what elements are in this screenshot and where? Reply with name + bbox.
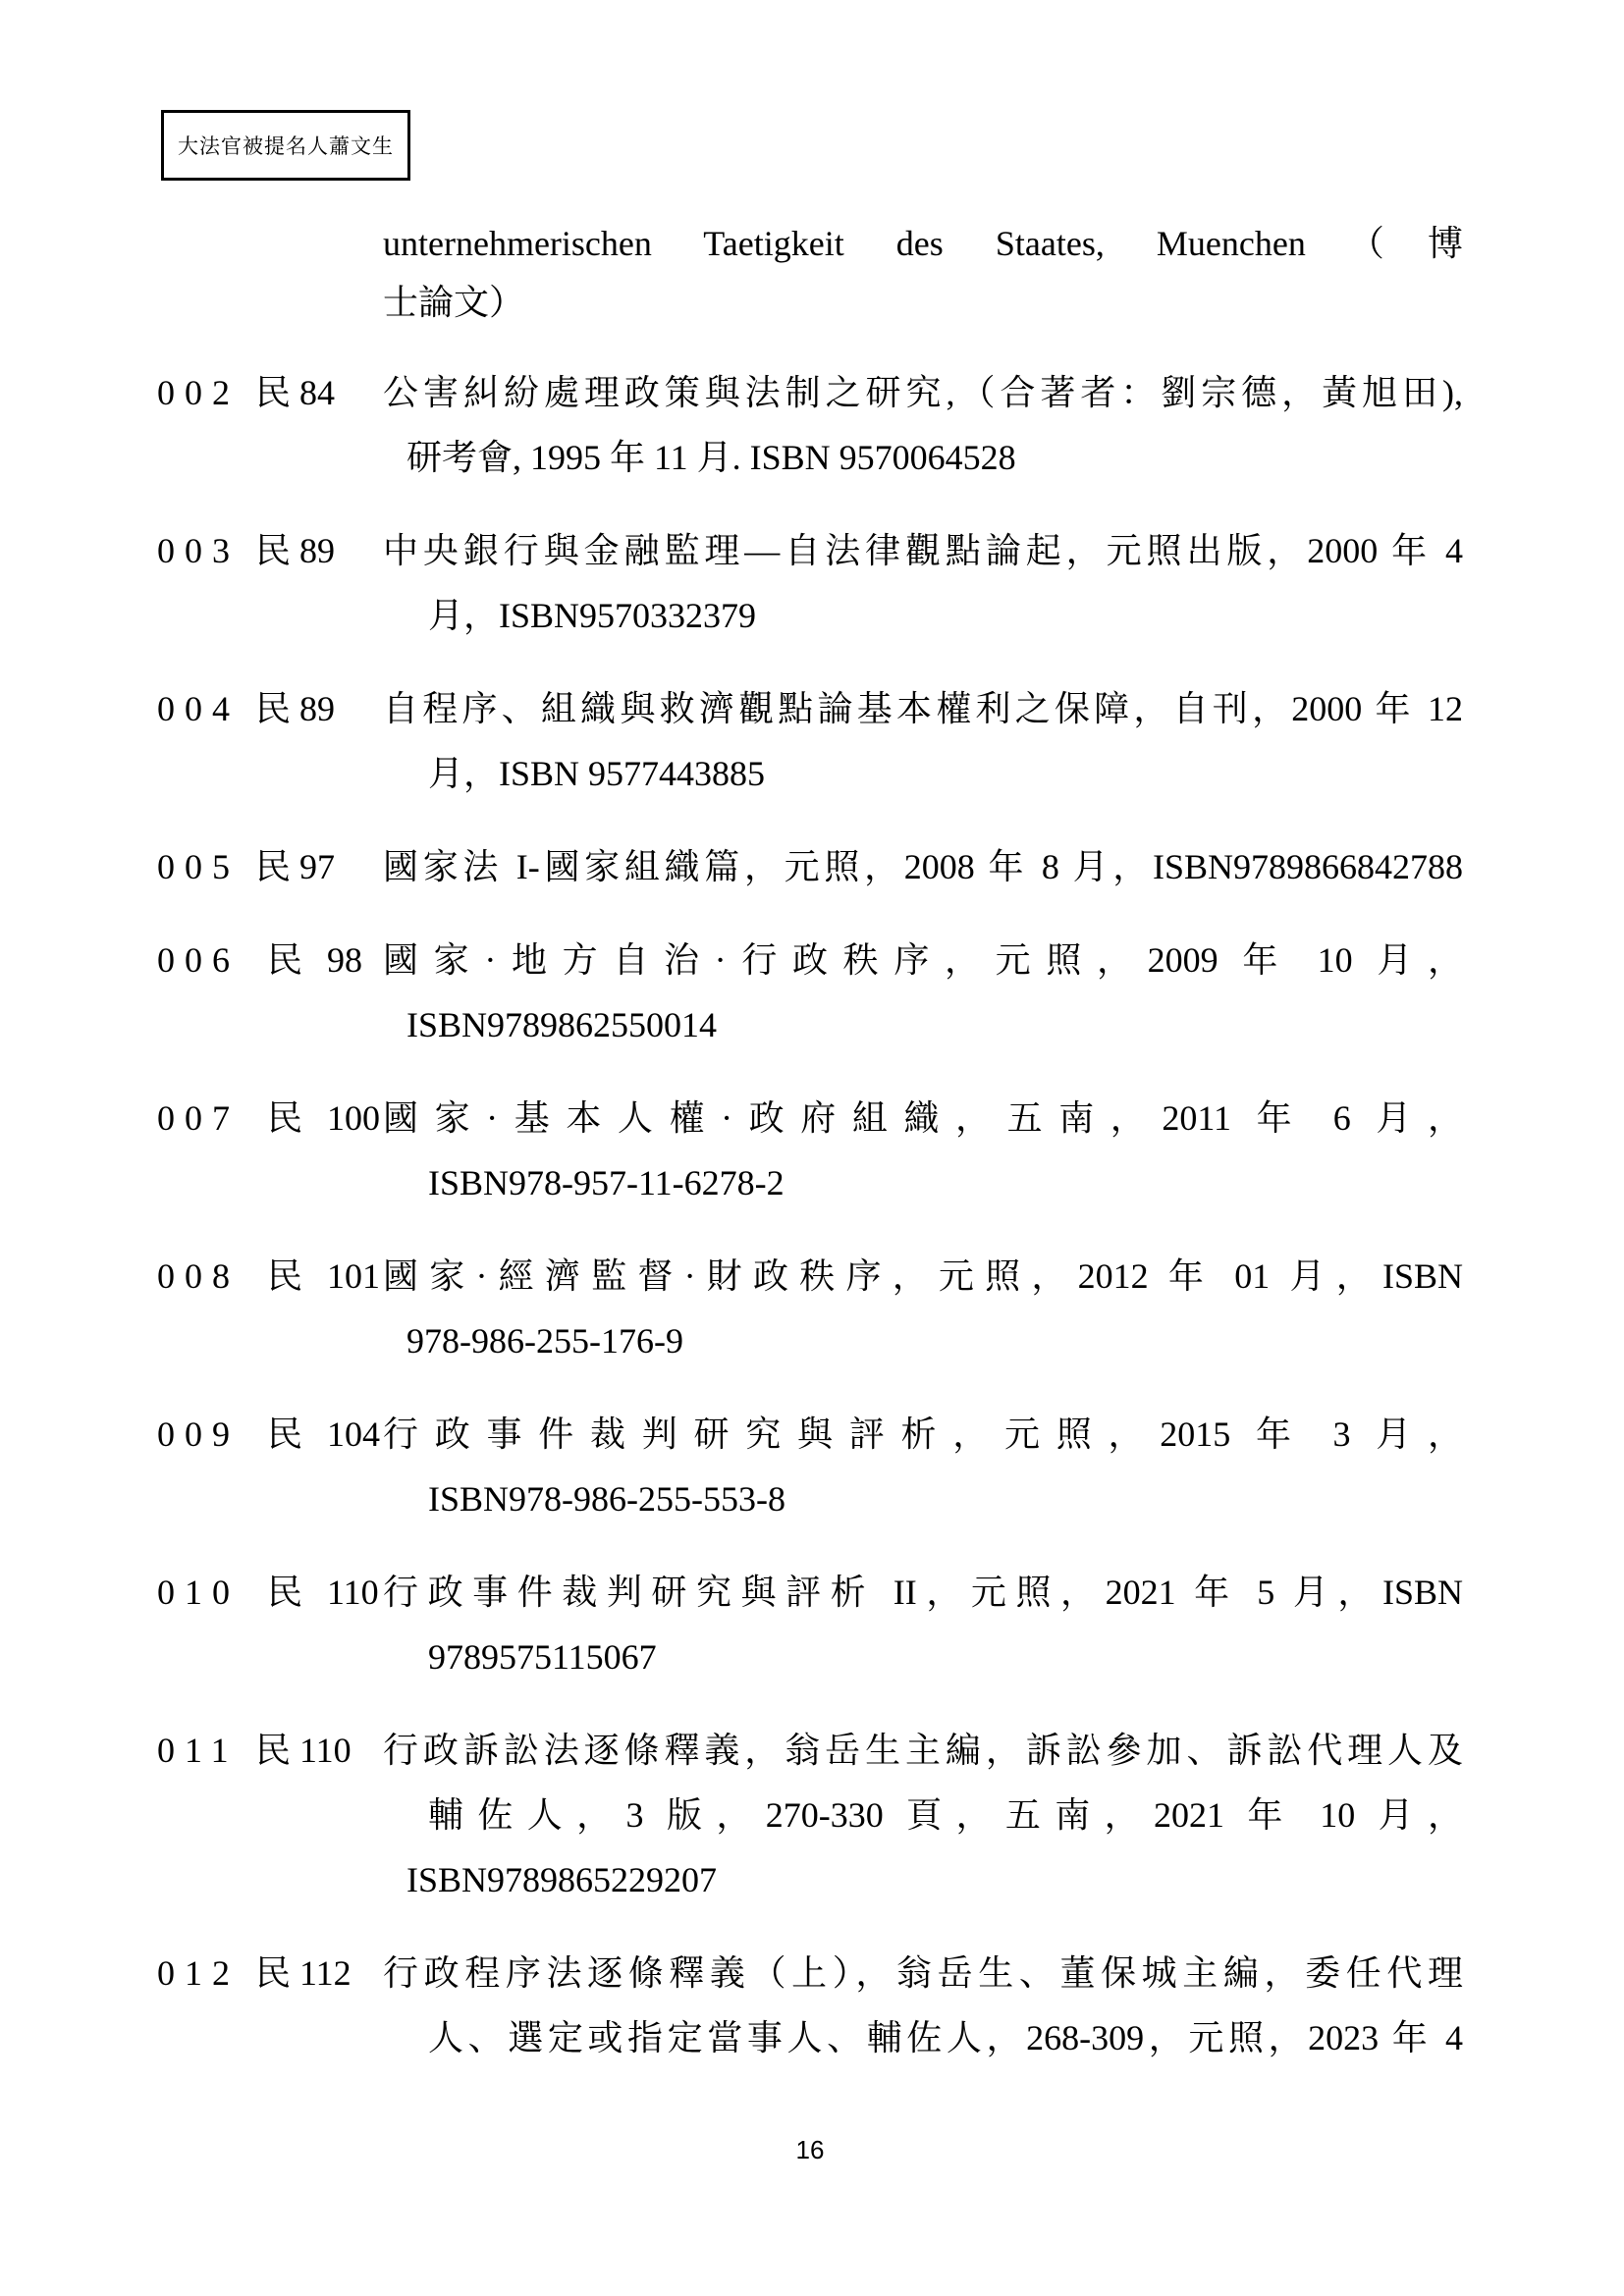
entry-line: 行政事件裁判研究與評析 II，元照，2021 年 5 月，ISBN bbox=[383, 1573, 1463, 1612]
entry-body bbox=[383, 1244, 1463, 1373]
entry-number: 008 bbox=[157, 1256, 240, 1296]
list-entry bbox=[157, 928, 1463, 1057]
list-entry bbox=[157, 1244, 1463, 1373]
entry-head bbox=[157, 360, 383, 490]
entry-head bbox=[157, 1560, 383, 1689]
entry-era: 民 100 bbox=[267, 1098, 381, 1138]
nominee-stamp-label: 大法官被提名人蕭文生 bbox=[178, 134, 394, 158]
entry-era: 民 84 bbox=[255, 373, 336, 412]
entry-line: 行政程序法逐條釋義（上），翁岳生、董保城主編，委任代理 bbox=[383, 1953, 1463, 1993]
entry-head bbox=[157, 834, 383, 899]
nominee-stamp bbox=[161, 110, 410, 181]
list-entry bbox=[157, 518, 1463, 648]
entry-number: 004 bbox=[157, 689, 240, 728]
entry-era: 民 101 bbox=[267, 1256, 381, 1296]
entry-line: 978-986-255-176-9 bbox=[406, 1321, 683, 1361]
entry-number: 006 bbox=[157, 940, 240, 980]
list-entry bbox=[157, 1718, 1463, 1912]
entry-head bbox=[157, 928, 383, 1057]
entry-era: 民 112 bbox=[255, 1953, 352, 1993]
entry-line: 研考會, 1995 年 11 月. ISBN 9570064528 bbox=[406, 438, 1016, 477]
entry-body bbox=[383, 1560, 1463, 1689]
list-entry bbox=[157, 1941, 1463, 2070]
entry-line: ISBN9789862550014 bbox=[406, 1005, 718, 1044]
intro-line: 士論文） bbox=[383, 283, 525, 322]
entry-number: 009 bbox=[157, 1415, 240, 1454]
entry-line: 月，ISBN 9577443885 bbox=[428, 754, 766, 793]
intro-line: unternehmerischen Taetigkeit des Staates, Muenchen（博 bbox=[383, 224, 1463, 263]
entry-line: 國家法 I-國家組織篇，元照，2008 年 8 月，ISBN9789866842788 bbox=[383, 847, 1463, 886]
entry-body bbox=[383, 1086, 1463, 1215]
intro-paragraph bbox=[383, 214, 1463, 332]
entry-body bbox=[383, 1718, 1463, 1912]
entry-body bbox=[383, 676, 1463, 806]
entry-line: ISBN9789865229207 bbox=[406, 1860, 718, 1899]
entry-number: 012 bbox=[157, 1953, 240, 1993]
list-entry bbox=[157, 1086, 1463, 1215]
entry-era: 民 104 bbox=[267, 1415, 381, 1454]
entry-line: 公害糾紛處理政策與法制之研究,（合著者：劉宗德，黃旭田), bbox=[383, 373, 1463, 412]
entry-head bbox=[157, 1086, 383, 1215]
entry-line: 月，ISBN9570332379 bbox=[428, 596, 757, 635]
entry-line: 國家·經濟監督·財政秩序，元照，2012 年 01 月，ISBN bbox=[383, 1256, 1463, 1296]
entry-body bbox=[383, 928, 1463, 1057]
entry-line: 行政事件裁判研究與評析，元照，2015 年 3 月， bbox=[383, 1415, 1463, 1454]
entry-head bbox=[157, 1244, 383, 1373]
page-number: 16 bbox=[795, 2135, 825, 2164]
list-entry bbox=[157, 1402, 1463, 1531]
entry-body bbox=[383, 1402, 1463, 1531]
publication-list bbox=[157, 360, 1463, 2070]
entry-line: 行政訴訟法逐條釋義，翁岳生主編，訴訟參加、訴訟代理人及 bbox=[383, 1731, 1463, 1770]
list-entry bbox=[157, 834, 1463, 899]
entry-number: 007 bbox=[157, 1098, 240, 1138]
entry-body bbox=[383, 834, 1463, 899]
entry-line: ISBN978-957-11-6278-2 bbox=[428, 1163, 785, 1202]
entry-head bbox=[157, 518, 383, 648]
entry-line: ISBN978-986-255-553-8 bbox=[428, 1479, 785, 1519]
entry-line: 自程序、組織與救濟觀點論基本權利之保障，自刊，2000 年 12 bbox=[383, 689, 1463, 728]
entry-line: 國家·基本人權·政府組織，五南，2011 年 6 月， bbox=[383, 1098, 1463, 1138]
entry-head bbox=[157, 676, 383, 806]
entry-number: 003 bbox=[157, 531, 240, 570]
list-entry bbox=[157, 360, 1463, 490]
entry-head bbox=[157, 1402, 383, 1531]
entry-head bbox=[157, 1941, 383, 2070]
entry-era: 民 89 bbox=[255, 531, 336, 570]
entry-line: 人、選定或指定當事人、輔佐人，268-309，元照，2023 年 4 bbox=[428, 2018, 1463, 2057]
entry-line: 中央銀行與金融監理—自法律觀點論起，元照出版，2000 年 4 bbox=[383, 531, 1463, 570]
entry-line: 9789575115067 bbox=[428, 1637, 657, 1677]
entry-body bbox=[383, 360, 1463, 490]
entry-number: 002 bbox=[157, 373, 240, 412]
entry-number: 005 bbox=[157, 847, 240, 886]
entry-number: 010 bbox=[157, 1573, 240, 1612]
entry-era: 民 110 bbox=[255, 1731, 352, 1770]
entry-head bbox=[157, 1718, 383, 1912]
entry-era: 民 98 bbox=[267, 940, 363, 980]
list-entry bbox=[157, 676, 1463, 806]
entry-line: 國家·地方自治·行政秩序，元照，2009 年 10 月， bbox=[383, 940, 1463, 980]
entry-body bbox=[383, 1941, 1463, 2070]
entry-era: 民 97 bbox=[255, 847, 336, 886]
entry-era: 民 89 bbox=[255, 689, 336, 728]
entry-body bbox=[383, 518, 1463, 648]
list-entry bbox=[157, 1560, 1463, 1689]
entry-line: 輔佐人，3 版，270-330 頁，五南，2021 年 10 月， bbox=[428, 1795, 1463, 1835]
entry-era: 民 110 bbox=[267, 1573, 379, 1612]
entry-number: 011 bbox=[157, 1731, 239, 1770]
